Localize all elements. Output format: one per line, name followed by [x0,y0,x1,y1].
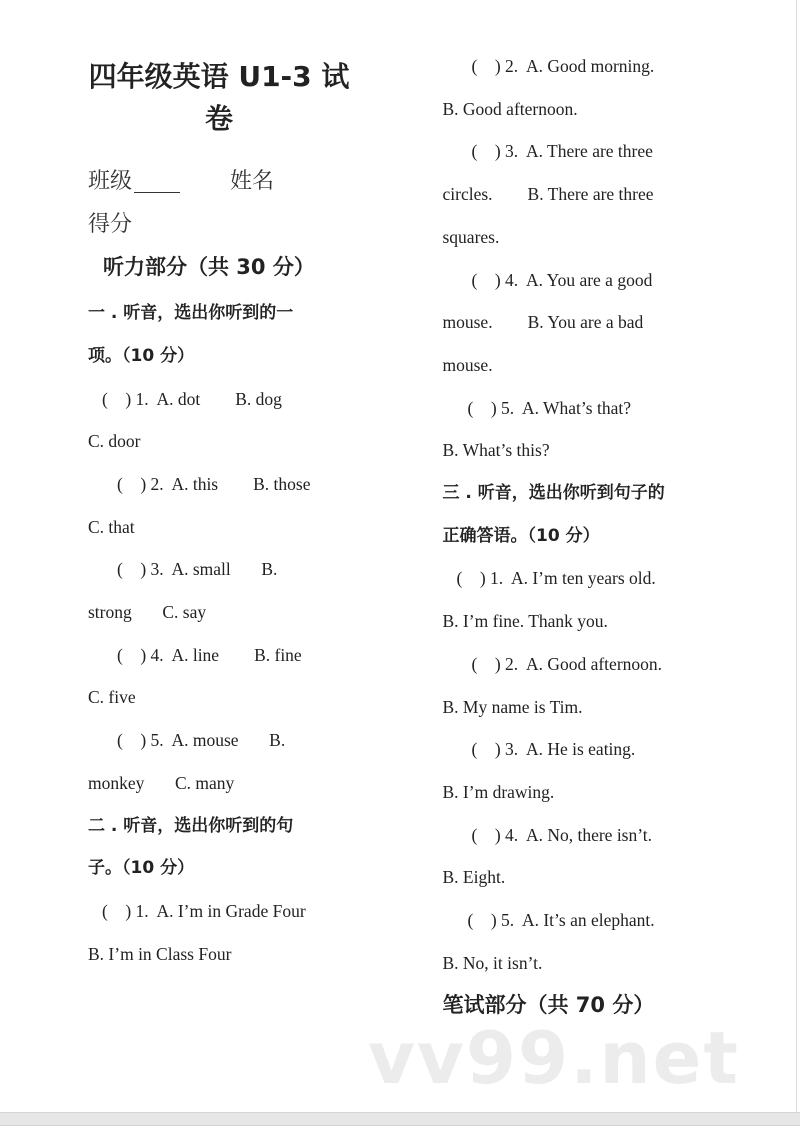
question-line: C. door [88,431,141,452]
question-line: C. that [88,516,135,537]
name-label: 姓名 [230,169,275,194]
question-line: B. I’m in Class Four [88,943,232,964]
question-line: C. five [88,687,136,708]
question-line: ( ) 4. A. line B. fine [117,644,302,665]
right-column [443,0,797,1027]
listening-heading: 听力部分（共 30 分） [103,255,315,280]
question-line: ( ) 5. A. mouse B. [117,730,286,751]
question-line: circles. B. There are three [442,184,654,205]
question-line: B. Eight. [442,867,506,888]
part2-title: 二 . 听音，选出你听到的句 [88,815,294,836]
page-title [88,56,350,140]
question-line: ( ) 5. A. What’s that? [467,397,631,418]
title-line-2: 卷 [204,102,233,135]
writing-heading: 笔试部分（共 70 分） [442,993,655,1018]
class-blank [134,172,180,193]
left-column [88,0,443,975]
part1-title: 项。（10 分） [88,345,195,366]
question-line: ( ) 3. A. He is eating. [471,739,636,760]
question-line: ( ) 5. A. It’s an elephant. [467,910,655,931]
part3-title: 正确答语。（10 分） [442,525,600,546]
score-label: 得分 [88,211,133,237]
question-line: ( ) 3. A. small B. [117,559,278,580]
question-line: ( ) 1. A. I’m ten years old. [456,568,656,589]
question-line: ( ) 1. A. I’m in Grade Four [102,900,306,921]
part1-title: 一 . 听音，选出你听到的一 [88,303,294,324]
question-line: ( ) 3. A. There are three [471,141,653,162]
question-line: ( ) 4. A. No, there isn’t. [471,824,652,845]
question-line: strong C. say [88,602,207,623]
question-line: monkey C. many [88,772,235,793]
question-line: B. Good afternoon. [442,98,578,119]
title-line-1: 四年级英语 U1-3 试 [88,60,350,93]
question-line: B. I’m drawing. [442,781,555,802]
question-line: B. No, it isn’t. [442,952,543,973]
question-line: ( ) 2. A. this B. those [117,473,311,494]
question-line: squares. [442,226,500,247]
question-line: ( ) 2. A. Good afternoon. [471,653,663,674]
question-line: mouse. [442,354,493,375]
part3-title: 三 . 听音，选出你听到句子的 [442,483,665,504]
question-line: ( ) 4. A. You are a good [471,269,653,290]
page-separator [0,1112,800,1126]
question-line: mouse. B. You are a bad [442,312,644,333]
watermark: vv99.net [368,1016,740,1100]
class-name-row [88,161,443,204]
question-line: B. What’s this? [442,440,550,461]
question-line: ( ) 1. A. dot B. dog [102,388,282,409]
class-label: 班级 [88,169,133,194]
question-line: ( ) 2. A. Good morning. [471,56,655,76]
question-line: B. My name is Tim. [442,696,583,717]
question-line: B. I’m fine. Thank you. [442,611,608,632]
next-page-edge [0,1126,800,1137]
part2-title: 子。（10 分） [88,858,195,879]
